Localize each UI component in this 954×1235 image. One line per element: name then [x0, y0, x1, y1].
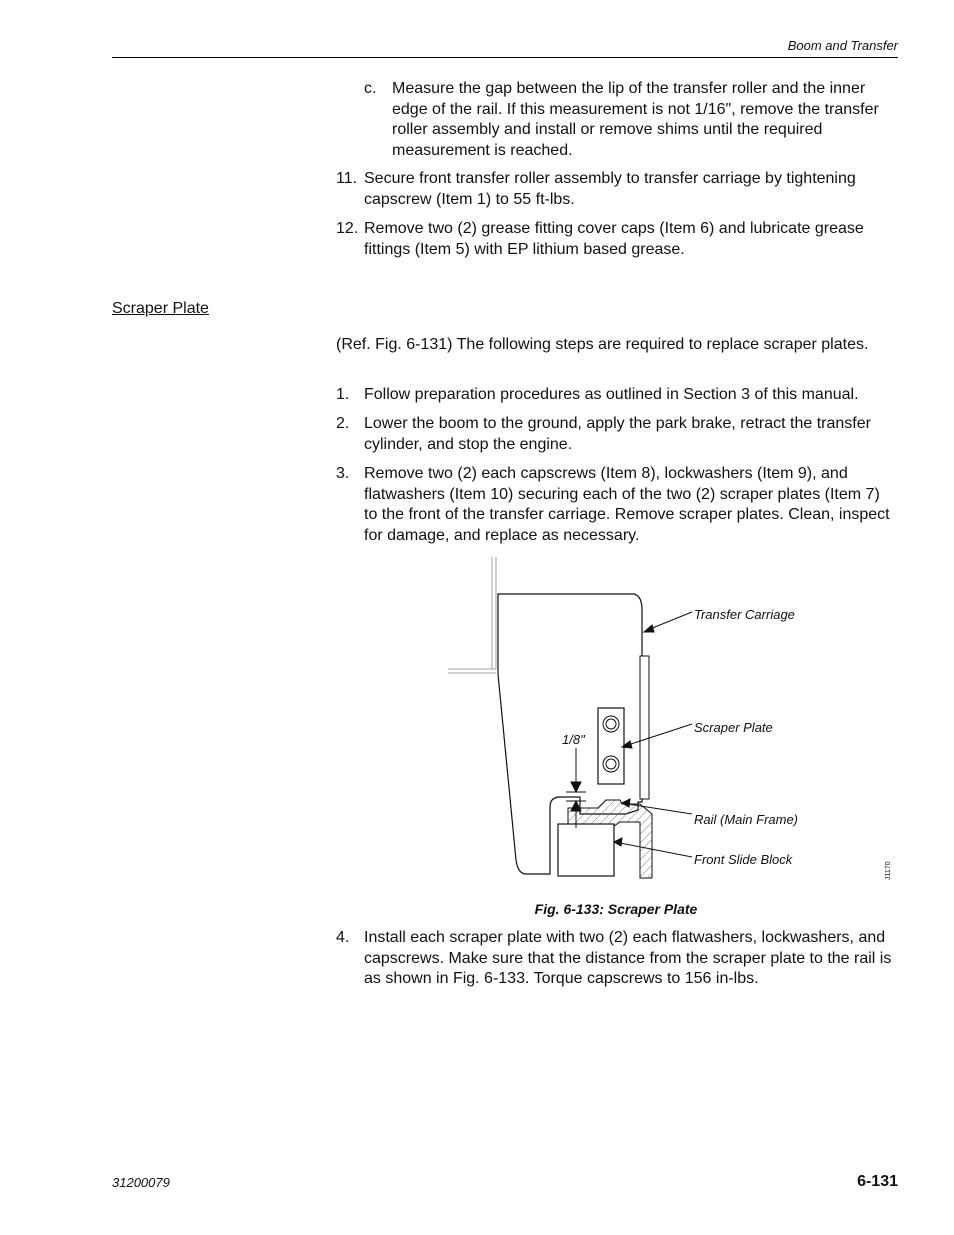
step-12: [336, 219, 896, 260]
label-transfer-carriage: Transfer Carriage: [694, 607, 795, 622]
step-text: Remove two (2) grease fitting cover caps (Item 6) and lubricate grease fittings (Item 5) with EP lithium based grease.: [364, 220, 864, 258]
scraper-plate-diagram: [430, 552, 900, 887]
step-marker: 11.: [336, 170, 358, 187]
scraper-plate-figure: [430, 552, 900, 887]
step-marker: 2.: [336, 415, 350, 432]
drawing-id: J1170: [885, 861, 892, 880]
label-rail: Rail (Main Frame): [694, 812, 799, 827]
substep-c: [364, 79, 896, 161]
step-marker: 1.: [336, 386, 350, 403]
step-2: [336, 414, 896, 455]
front-slide-block-shape: [558, 824, 614, 876]
step-text: Lower the boom to the ground, apply the park brake, retract the transfer cylinder, and stop the engine.: [364, 415, 871, 453]
carriage-side-strip: [640, 656, 649, 799]
step-3: [336, 464, 896, 546]
substep-marker: c.: [364, 80, 377, 97]
label-scraper-plate: Scraper Plate: [694, 720, 773, 735]
step-4: [336, 928, 896, 990]
step-text: Follow preparation procedures as outlined in Section 3 of this manual.: [364, 386, 859, 403]
substep-text: Measure the gap between the lip of the transfer roller and the inner edge of the rail. If this measurement is not 1/16", remove the transfer roller assembly and install or remove shims until the required measurement is reached.: [392, 80, 879, 159]
step-text: Remove two (2) each capscrews (Item 8), lockwashers (Item 9), and flatwashers (Item 10) securing each of the two (2) scraper plates (Item 7) to the front of the transfer carriage. Remove scraper plates. Clean, inspect for damage, and replace as necessary.: [364, 465, 890, 544]
page-number: 6-131: [857, 1173, 898, 1190]
step-11: [336, 169, 896, 210]
step-marker: 12.: [336, 220, 359, 237]
figure-caption: Fig. 6-133: Scraper Plate: [534, 901, 698, 917]
step-marker: 3.: [336, 465, 350, 482]
header-divider: [112, 57, 898, 58]
running-header: Boom and Transfer: [787, 38, 898, 53]
document-number: 31200079: [112, 1175, 170, 1190]
section-intro: (Ref. Fig. 6-131) The following steps are required to replace scraper plates.: [336, 336, 869, 353]
dimension-label: 1/8": [562, 732, 585, 747]
step-marker: 4.: [336, 929, 350, 946]
step-text: Secure front transfer roller assembly to transfer carriage by tightening capscrew (Item 1) to 55 ft-lbs.: [364, 170, 856, 208]
section-heading: Scraper Plate: [112, 300, 209, 317]
frame-bracket-lines: [448, 557, 496, 673]
label-front-slide-block: Front Slide Block: [694, 852, 793, 867]
step-text: Install each scraper plate with two (2) each flatwashers, lockwashers, and capscrews. Make sure that the distance from the scraper plate to the rail is as shown in Fig. 6-133. Torque capscrews to 156 in-lbs.: [364, 929, 892, 987]
step-1: [336, 385, 896, 406]
